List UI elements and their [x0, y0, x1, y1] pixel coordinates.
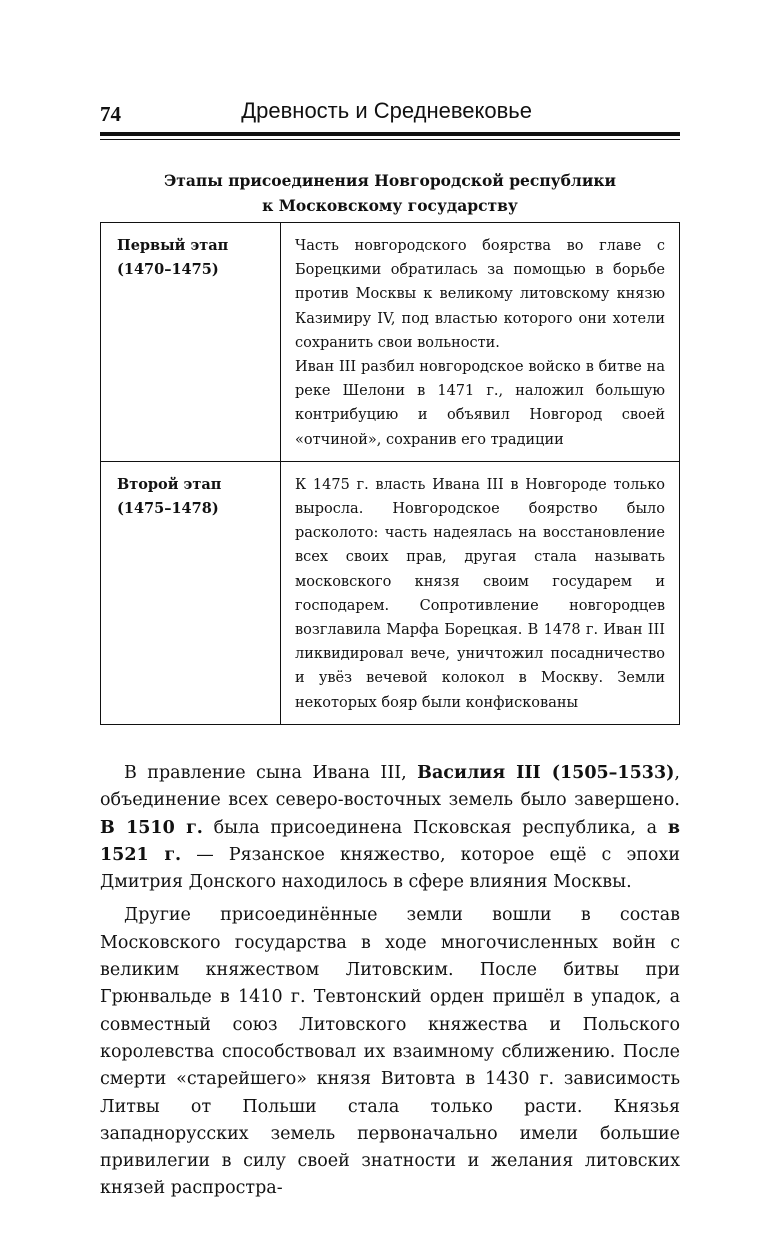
- stage-description-cell: [281, 223, 680, 462]
- stage-paragraph: К 1475 г. власть Ивана III в Новгороде только выросла. Новгородское боярство было расколото: часть надеялась на восстановление всех своих прав, другая стала называть московского князя своим государем и господарем. Сопротивление новгородцев возглавила Марфа Борецкая. В 1478 г. Иван III ликвидировал вече, уничтожил посадничество и увёз вечевой колокол в Москву. Земли некоторых бояр были конфискованы: [295, 476, 665, 711]
- stage-description-cell: [281, 461, 680, 724]
- text-run: , объединение всех северо-восточных земель было завершено.: [100, 763, 680, 811]
- table-row: [101, 223, 680, 462]
- body-text: [100, 760, 680, 1209]
- stage-label-cell: [101, 223, 281, 462]
- table-caption: [100, 168, 680, 218]
- stage-paragraph: Часть новгородского боярства во главе с Борецкими обратилась за помощью в борьбе против Москвы к великому литовскому князю Казимиру IV, под властью которого они хотели сохранить свои вольности.: [295, 238, 665, 351]
- body-paragraph-1: [100, 760, 680, 896]
- stage-years: (1475–1478): [117, 500, 219, 518]
- bold-run-1510: В 1510 г.: [100, 817, 203, 838]
- text-run: В правление сына Ивана III,: [124, 763, 418, 783]
- stages-table: [100, 222, 680, 725]
- stage-years: (1470–1475): [117, 261, 219, 279]
- bold-run-1521: в 1521 г.: [100, 817, 680, 865]
- body-paragraph-2: Другие присоединённые земли вошли в состав Московского государства в ходе многочисленных войн с великим княжеством Литовским. После битвы при Грюнвальде в 1410 г. Тевтонский орден пришёл в упадок, а совместный союз Литовского княжества и Польского королевства способствовал их взаимному сближению. После смерти «старейшего» князя Витовта в 1430 г. зависимость Литвы от Польши стала только расти. Князья западнорусских земель первоначально имели большие привилегии в силу своей знатности и желания литовских князей распростра-: [100, 905, 680, 1199]
- header-rule-thin: [100, 139, 680, 140]
- table-row: [101, 461, 680, 724]
- page-header: [100, 96, 680, 130]
- page-number: 74: [100, 102, 121, 126]
- stage-label-cell: [101, 461, 281, 724]
- text-run: была присоединена Псковская республика, а: [202, 817, 668, 838]
- bold-run-vasily-iii: Василия III (1505–1533): [417, 763, 675, 783]
- header-rule-thick: [100, 132, 680, 136]
- stage-name: Второй этап: [117, 475, 222, 493]
- stage-name: Первый этап: [117, 237, 229, 254]
- stage-paragraph: Иван III разбил новгородское войско в битве на реке Шелони в 1471 г., наложил большую контрибуцию и объявил Новгород своей «отчиной», сохранив его традиции: [295, 359, 665, 448]
- table-caption-line-2: к Московскому государству: [262, 196, 518, 215]
- running-title: Древность и Средневековье: [241, 98, 532, 123]
- table-caption-line-1: Этапы присоединения Новгородской республики: [163, 171, 617, 190]
- text-run: — Рязанское княжество, которое ещё с эпохи Дмитрия Донского находилось в сфере влияния Москвы.: [100, 844, 680, 893]
